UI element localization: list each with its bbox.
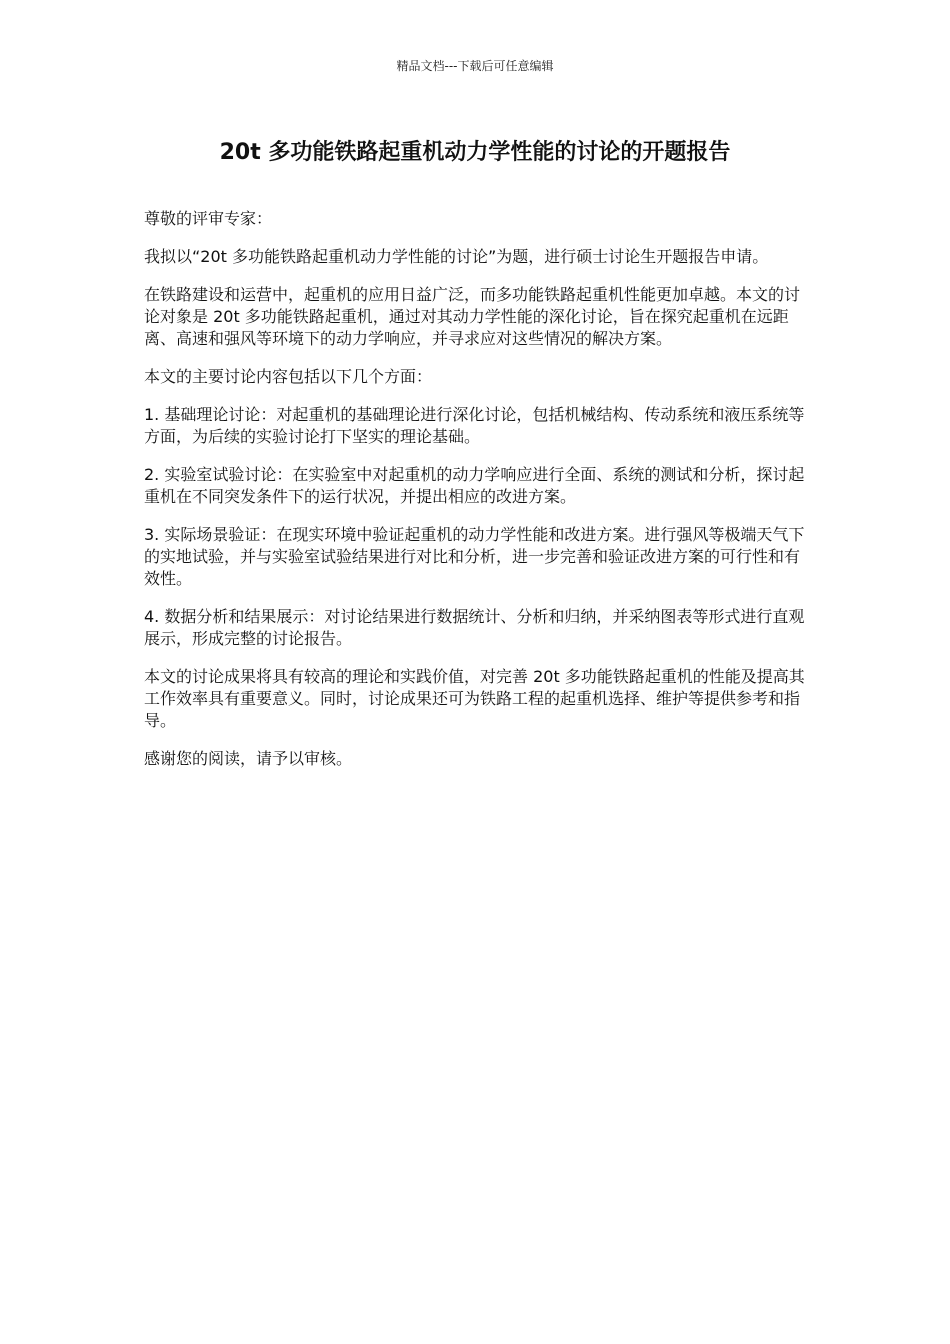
list-item-field-validation: 3. 实际场景验证：在现实环境中验证起重机的动力学性能和改进方案。进行强风等极端天气下的实地试验，并与实验室试验结果进行对比和分析，进一步完善和验证改进方案的可行性和有效性。 [144,525,805,588]
salutation: 尊敬的评审专家： [144,209,273,228]
background-paragraph: 在铁路建设和运营中，起重机的应用日益广泛，而多功能铁路起重机性能更加卓越。本文的讨论对象是 20t 多功能铁路起重机，通过对其动力学性能的深化讨论，旨在探究起重机在远距离、高速和强风等环境下的动力学响应，并寻求应对这些情况的解决方案。 [144,285,801,348]
document-title: 20t 多功能铁路起重机动力学性能的讨论的开题报告 [219,140,731,165]
intro-paragraph: 我拟以“20t 多功能铁路起重机动力学性能的讨论”为题，进行硕士讨论生开题报告申请。 [144,247,769,266]
list-item-data-analysis: 4. 数据分析和结果展示：对讨论结果进行数据统计、分析和归纳，并采纳图表等形式进行直观展示，形成完整的讨论报告。 [144,607,805,648]
list-item-theory: 1. 基础理论讨论：对起重机的基础理论进行深化讨论，包括机械结构、传动系统和液压系统等方面，为后续的实验讨论打下坚实的理论基础。 [144,405,805,446]
content-overview-paragraph: 本文的主要讨论内容包括以下几个方面： [144,367,433,386]
list-item-lab-test: 2. 实验室试验讨论：在实验室中对起重机的动力学响应进行全面、系统的测试和分析，探讨起重机在不同突发条件下的运行状况，并提出相应的改进方案。 [144,465,805,506]
header-note: 精品文档---下载后可任意编辑 [396,59,554,73]
document-body [144,208,809,786]
closing-paragraph: 感谢您的阅读，请予以审核。 [144,749,353,768]
significance-paragraph: 本文的讨论成果将具有较高的理论和实践价值，对完善 20t 多功能铁路起重机的性能及提高其工作效率具有重要意义。同时，讨论成果还可为铁路工程的起重机选择、维护等提供参考和指导。 [144,667,805,730]
